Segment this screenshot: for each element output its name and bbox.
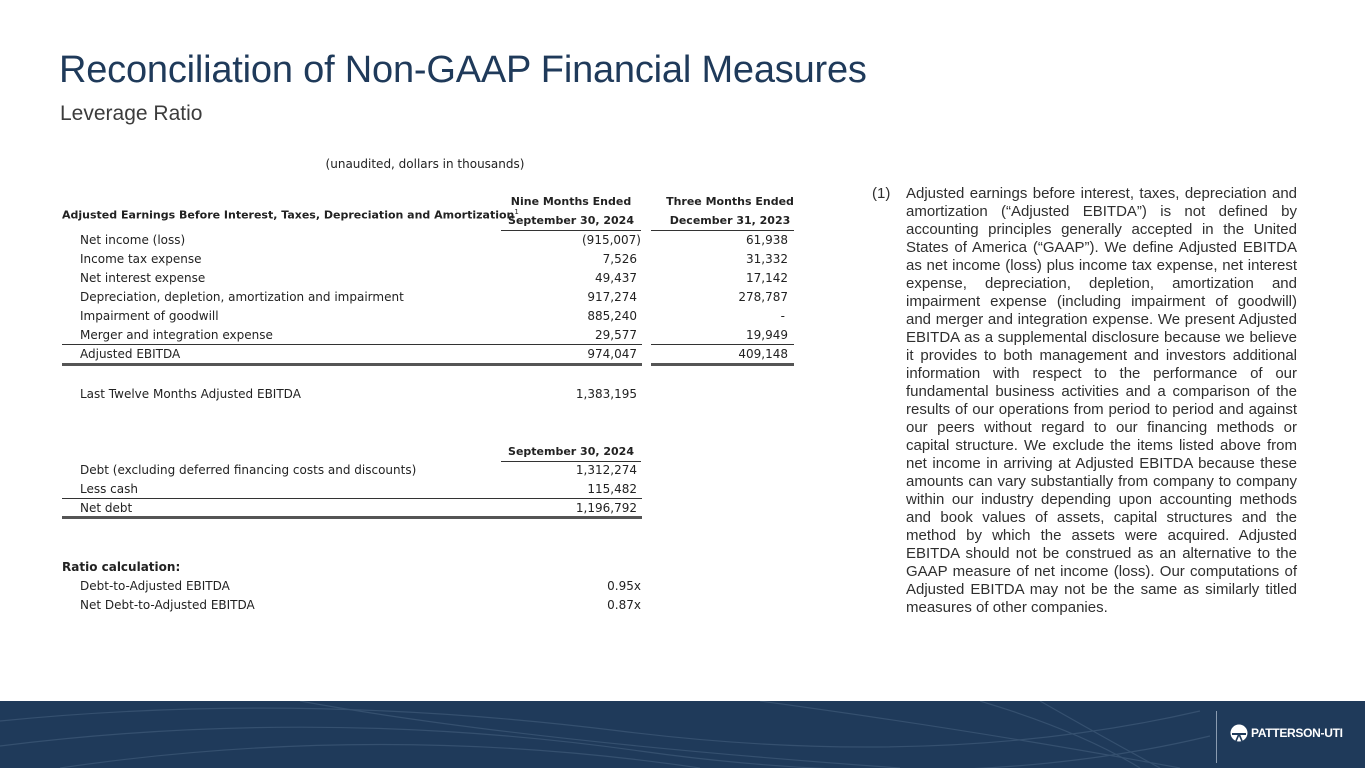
logo-mark-icon — [1230, 724, 1248, 742]
footnote-number: (1) — [872, 185, 891, 202]
footer-wave-pattern — [0, 701, 1365, 768]
row-col2-value: 278,787 — [738, 290, 788, 304]
ratio-value: 0.95x — [607, 579, 641, 593]
debt-column-header: September 30, 2024 — [508, 445, 634, 458]
ratio-label: Debt-to-Adjusted EBITDA — [80, 579, 230, 593]
net-debt-double-rule — [62, 516, 642, 519]
col2-header-rule — [651, 230, 794, 231]
row-col2-value: 61,938 — [746, 233, 788, 247]
row-col1-value: 917,274 — [587, 290, 637, 304]
col1-header-line2: September 30, 2024 — [508, 214, 634, 227]
row-col2-value: 31,332 — [746, 252, 788, 266]
total-double-rule-col2 — [651, 363, 794, 366]
total-double-rule — [62, 363, 642, 366]
col1-header-rule — [501, 230, 641, 231]
ratio-heading: Ratio calculation: — [62, 560, 181, 574]
row-col2-value: - — [780, 309, 785, 323]
ltm-label: Last Twelve Months Adjusted EBITDA — [80, 387, 301, 401]
logo-text: PATTERSON-UTI — [1251, 726, 1343, 740]
table-caption: (unaudited, dollars in thousands) — [325, 157, 525, 171]
debt-row-value: 115,482 — [587, 482, 637, 496]
subtotal-rule-col2 — [651, 344, 794, 345]
col2-header-line2: December 31, 2023 — [669, 214, 791, 227]
net-debt-value: 1,196,792 — [575, 501, 637, 515]
row-col1-value: 7,526 — [602, 252, 637, 266]
section-heading-text: Adjusted Earnings Before Interest, Taxes, Depreciation and Amortization — [62, 208, 515, 222]
debt-row-label: Less cash — [80, 482, 138, 496]
subtotal-rule — [62, 344, 642, 345]
total-col1-value: 974,047 — [587, 347, 637, 361]
ratio-value: 0.87x — [607, 598, 641, 612]
row-label: Impairment of goodwill — [80, 309, 219, 323]
leverage-ratio-table — [60, 0, 820, 640]
total-label: Adjusted EBITDA — [80, 347, 181, 361]
page-subtitle: Leverage Ratio — [60, 102, 203, 125]
ltm-value: 1,383,195 — [575, 387, 637, 401]
page-title: Reconciliation of Non-GAAP Financial Measures — [59, 49, 867, 91]
net-debt-label: Net debt — [80, 501, 133, 515]
footer-band — [0, 701, 1365, 768]
row-col1-value: 49,437 — [595, 271, 637, 285]
footnote-text: Adjusted earnings before interest, taxes, depreciation and amortization (“Adjusted EBITDA”) is not defined by accounting principles generally accepted in the United States of America (“GAAP”). We define Adjusted EBITDA as net income (loss) plus income tax expense, net interest expense, depreciation, depletion, amortization and impairment expense (including impairment of goodwill) and merger and integration expense. We present Adjusted EBITDA as a supplemental disclosure because we believe it provides to both management and investors additional information with respect to the performance of our fundamental business activities and a comparison of the results of our operations from period to period and against our peers without regard to our financing methods or capital structure. We exclude the items listed above from net income in arriving at Adjusted EBITDA because these amounts can vary substantially from company to company within our industry depending upon accounting methods and book values of assets, capital structures and the method by which the assets were acquired. Adjusted EBITDA should not be construed as an alternative to the GAAP measure of net income (loss). Our computations of Adjusted EBITDA may not be the same as similarly titled measures of other companies. — [906, 185, 1297, 616]
debt-row-value: 1,312,274 — [575, 463, 637, 477]
ratio-label: Net Debt-to-Adjusted EBITDA — [80, 598, 255, 612]
col1-header-line1: Nine Months Ended — [510, 195, 632, 208]
row-label: Income tax expense — [80, 252, 202, 266]
row-col1-value: (915,007) — [582, 233, 641, 247]
total-col2-value: 409,148 — [738, 347, 788, 361]
row-label: Net income (loss) — [80, 233, 186, 247]
footer-divider — [1216, 711, 1217, 763]
net-debt-rule — [62, 498, 642, 499]
row-col2-value: 17,142 — [746, 271, 788, 285]
table-section-heading — [62, 204, 519, 224]
footnote-marker: 1 — [514, 208, 519, 216]
row-col1-value: 29,577 — [595, 328, 637, 342]
debt-row-label: Debt (excluding deferred financing costs and discounts) — [80, 463, 417, 477]
row-label: Net interest expense — [80, 271, 206, 285]
row-col1-value: 885,240 — [587, 309, 637, 323]
row-label: Depreciation, depletion, amortization and impairment — [80, 290, 404, 304]
col2-header-line1: Three Months Ended — [666, 195, 794, 208]
footnote — [872, 185, 1297, 617]
company-logo — [1230, 724, 1343, 742]
row-col2-value: 19,949 — [746, 328, 788, 342]
row-label: Merger and integration expense — [80, 328, 273, 342]
